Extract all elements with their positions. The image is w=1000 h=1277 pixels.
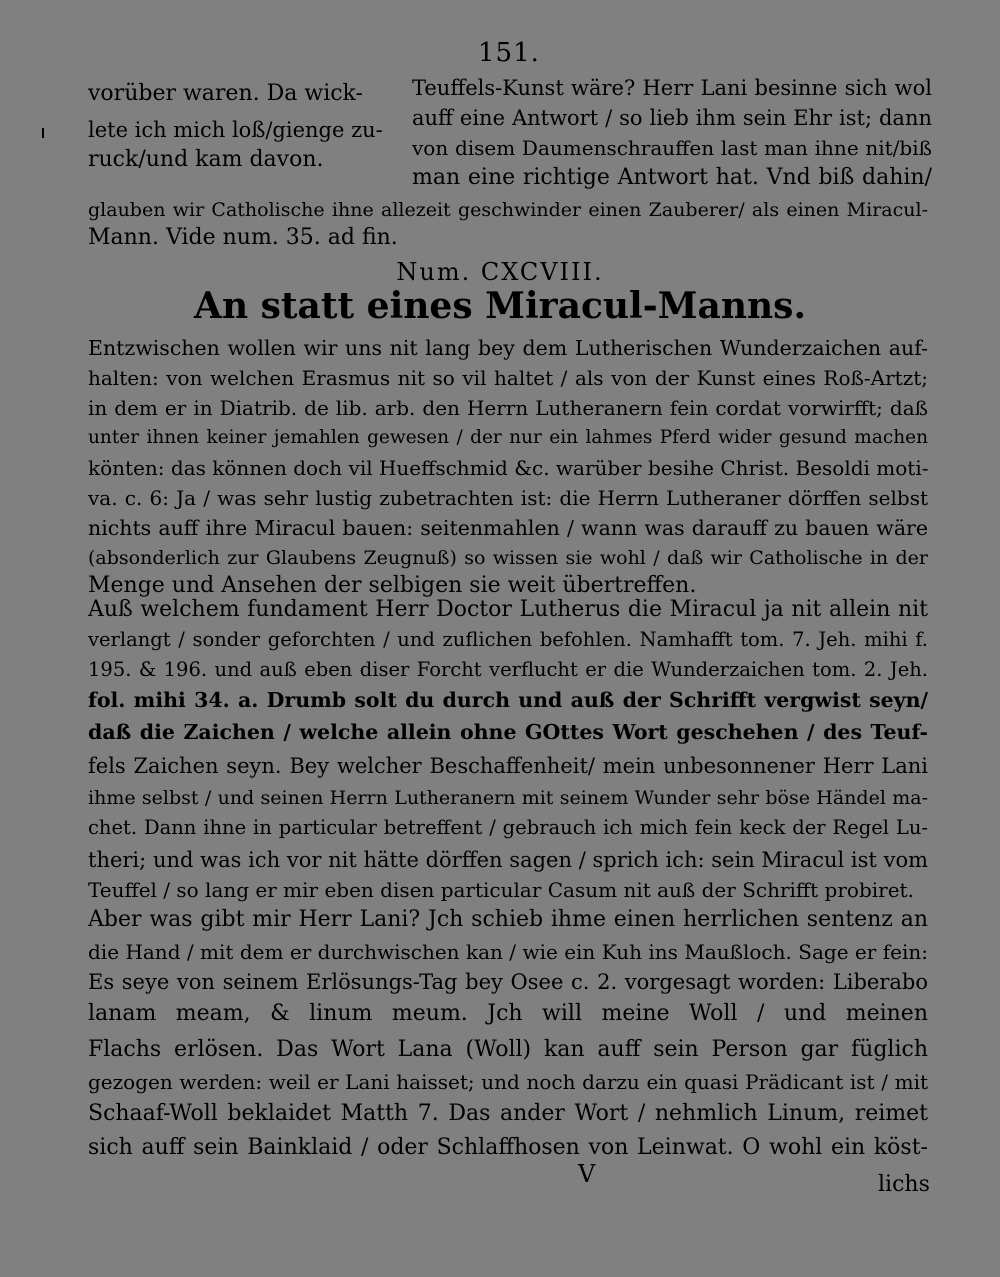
top-left-line: vorüber waren. Da wick- — [88, 81, 363, 106]
body-line: ihme selbst / und seinen Herrn Lutheranern mit seinem Wunder sehr böse Händel ma- — [88, 787, 928, 809]
section-number: Num. CXCVIII. — [396, 258, 604, 286]
body-line: Entzwischen wollen wir uns nit lang bey dem Lutherischen Wunderzaichen auf- — [88, 336, 928, 360]
body-line: 195. & 196. und auß eben diser Forcht verflucht er die Wunderzaichen tom. 2. Jeh. — [88, 658, 928, 681]
body-line: theri; und was ich vor nit hätte dörffen sagen / sprich ich: sein Miracul ist vom — [88, 848, 928, 872]
body-line: sich auff sein Bainklaid / oder Schlaffhosen von Leinwat. O wohl ein köst- — [88, 1135, 928, 1160]
body-line: fels Zaichen seyn. Bey welcher Beschaffenheit/ mein unbesonnener Herr Lani — [88, 754, 928, 778]
body-line: könten: das können doch vil Hueffschmid &c. warüber besihe Christ. Besoldi moti- — [88, 456, 929, 480]
top-left-line: ruck/und kam davon. — [88, 147, 324, 172]
body-line: Mann. Vide num. 35. ad fin. — [88, 225, 398, 250]
body-line: fol. mihi 34. a. Drumb solt du durch und auß der Schrifft vergwist seyn/ — [88, 688, 928, 712]
body-line: Teuffel / so lang er mir eben disen particular Casum nit auß der Schrifft probiret. — [88, 878, 914, 902]
body-line: in dem er in Diatrib. de lib. arb. den Herrn Lutheranern fein cordat vorwirfft; daß — [88, 396, 928, 420]
body-line: chet. Dann ihne in particular betreffent / gebrauch ich mich fein keck der Regel Lu- — [88, 816, 928, 839]
body-line: verlangt / sonder geforchten / und zuflichen befohlen. Namhafft tom. 7. Jeh. mihi f. — [88, 628, 928, 651]
body-line: daß die Zaichen / welche allein ohne GOttes Wort geschehen / des Teuf- — [88, 720, 928, 744]
signature-mark: V — [578, 1160, 596, 1188]
body-line: lanam meam, & linum meum. Jch will meine Woll / und meinen — [88, 1001, 928, 1026]
margin-mark — [42, 128, 44, 138]
body-line: die Hand / mit dem er durchwischen kan / wie ein Kuh ins Maußloch. Sage er fein: — [88, 940, 928, 964]
top-left-line: lete ich mich loß/gienge zu- — [88, 118, 383, 142]
body-line: (absonderlich zur Glaubens Zeugnuß) so wissen sie wohl / daß wir Catholische in der — [88, 547, 928, 569]
body-line: Aber was gibt mir Herr Lani? Jch schieb ihme einen herrlichen sentenz an — [88, 907, 928, 932]
body-line: Flachs erlösen. Das Wort Lana (Woll) kan auff sein Person gar füglich — [88, 1037, 928, 1062]
top-right-line: man eine richtige Antwort hat. Vnd biß dahin/ — [412, 165, 932, 190]
body-line: glauben wir Catholische ihne allezeit geschwinder einen Zauberer/ als einen Miracul- — [88, 199, 928, 221]
body-line: Schaaf-Woll beklaidet Matth 7. Das ander Wort / nehmlich Linum, reimet — [88, 1101, 928, 1126]
body-line: Menge und Ansehen der selbigen sie weit übertreffen. — [88, 573, 697, 598]
page-number: 151. — [478, 38, 540, 68]
catchword: lichs — [878, 1172, 930, 1197]
body-line: Auß welchem fundament Herr Doctor Lutherus die Miracul ja nit allein nit — [88, 597, 928, 622]
body-line: Es seye von seinem Erlösungs-Tag bey Osee c. 2. vorgesagt worden: Liberabo — [88, 970, 928, 994]
top-right-line: von disem Daumenschrauffen last man ihne nit/biß — [412, 136, 932, 160]
body-line: halten: von welchen Erasmus nit so vil haltet / als von der Kunst eines Roß-Artzt; — [88, 366, 928, 390]
top-right-line: auff eine Antwort / so lieb ihm sein Ehr ist; dann — [412, 106, 932, 130]
body-line: va. c. 6: Ja / was sehr lustig zubetrachten ist: die Herrn Lutheraner dörffen selbst — [88, 486, 928, 510]
body-line: gezogen werden: weil er Lani haisset; und noch darzu ein quasi Prädicant ist / mit — [88, 1070, 928, 1094]
top-right-line: Teuffels-Kunst wäre? Herr Lani besinne sich wol — [412, 76, 932, 100]
body-line: nichts auff ihre Miracul bauen: seitenmahlen / wann was darauff zu bauen wäre — [88, 516, 928, 540]
body-line: unter ihnen keiner jemahlen gewesen / der nur ein lahmes Pferd wider gesund machen — [88, 427, 928, 448]
section-title: An statt eines Miracul-Manns. — [194, 285, 806, 327]
